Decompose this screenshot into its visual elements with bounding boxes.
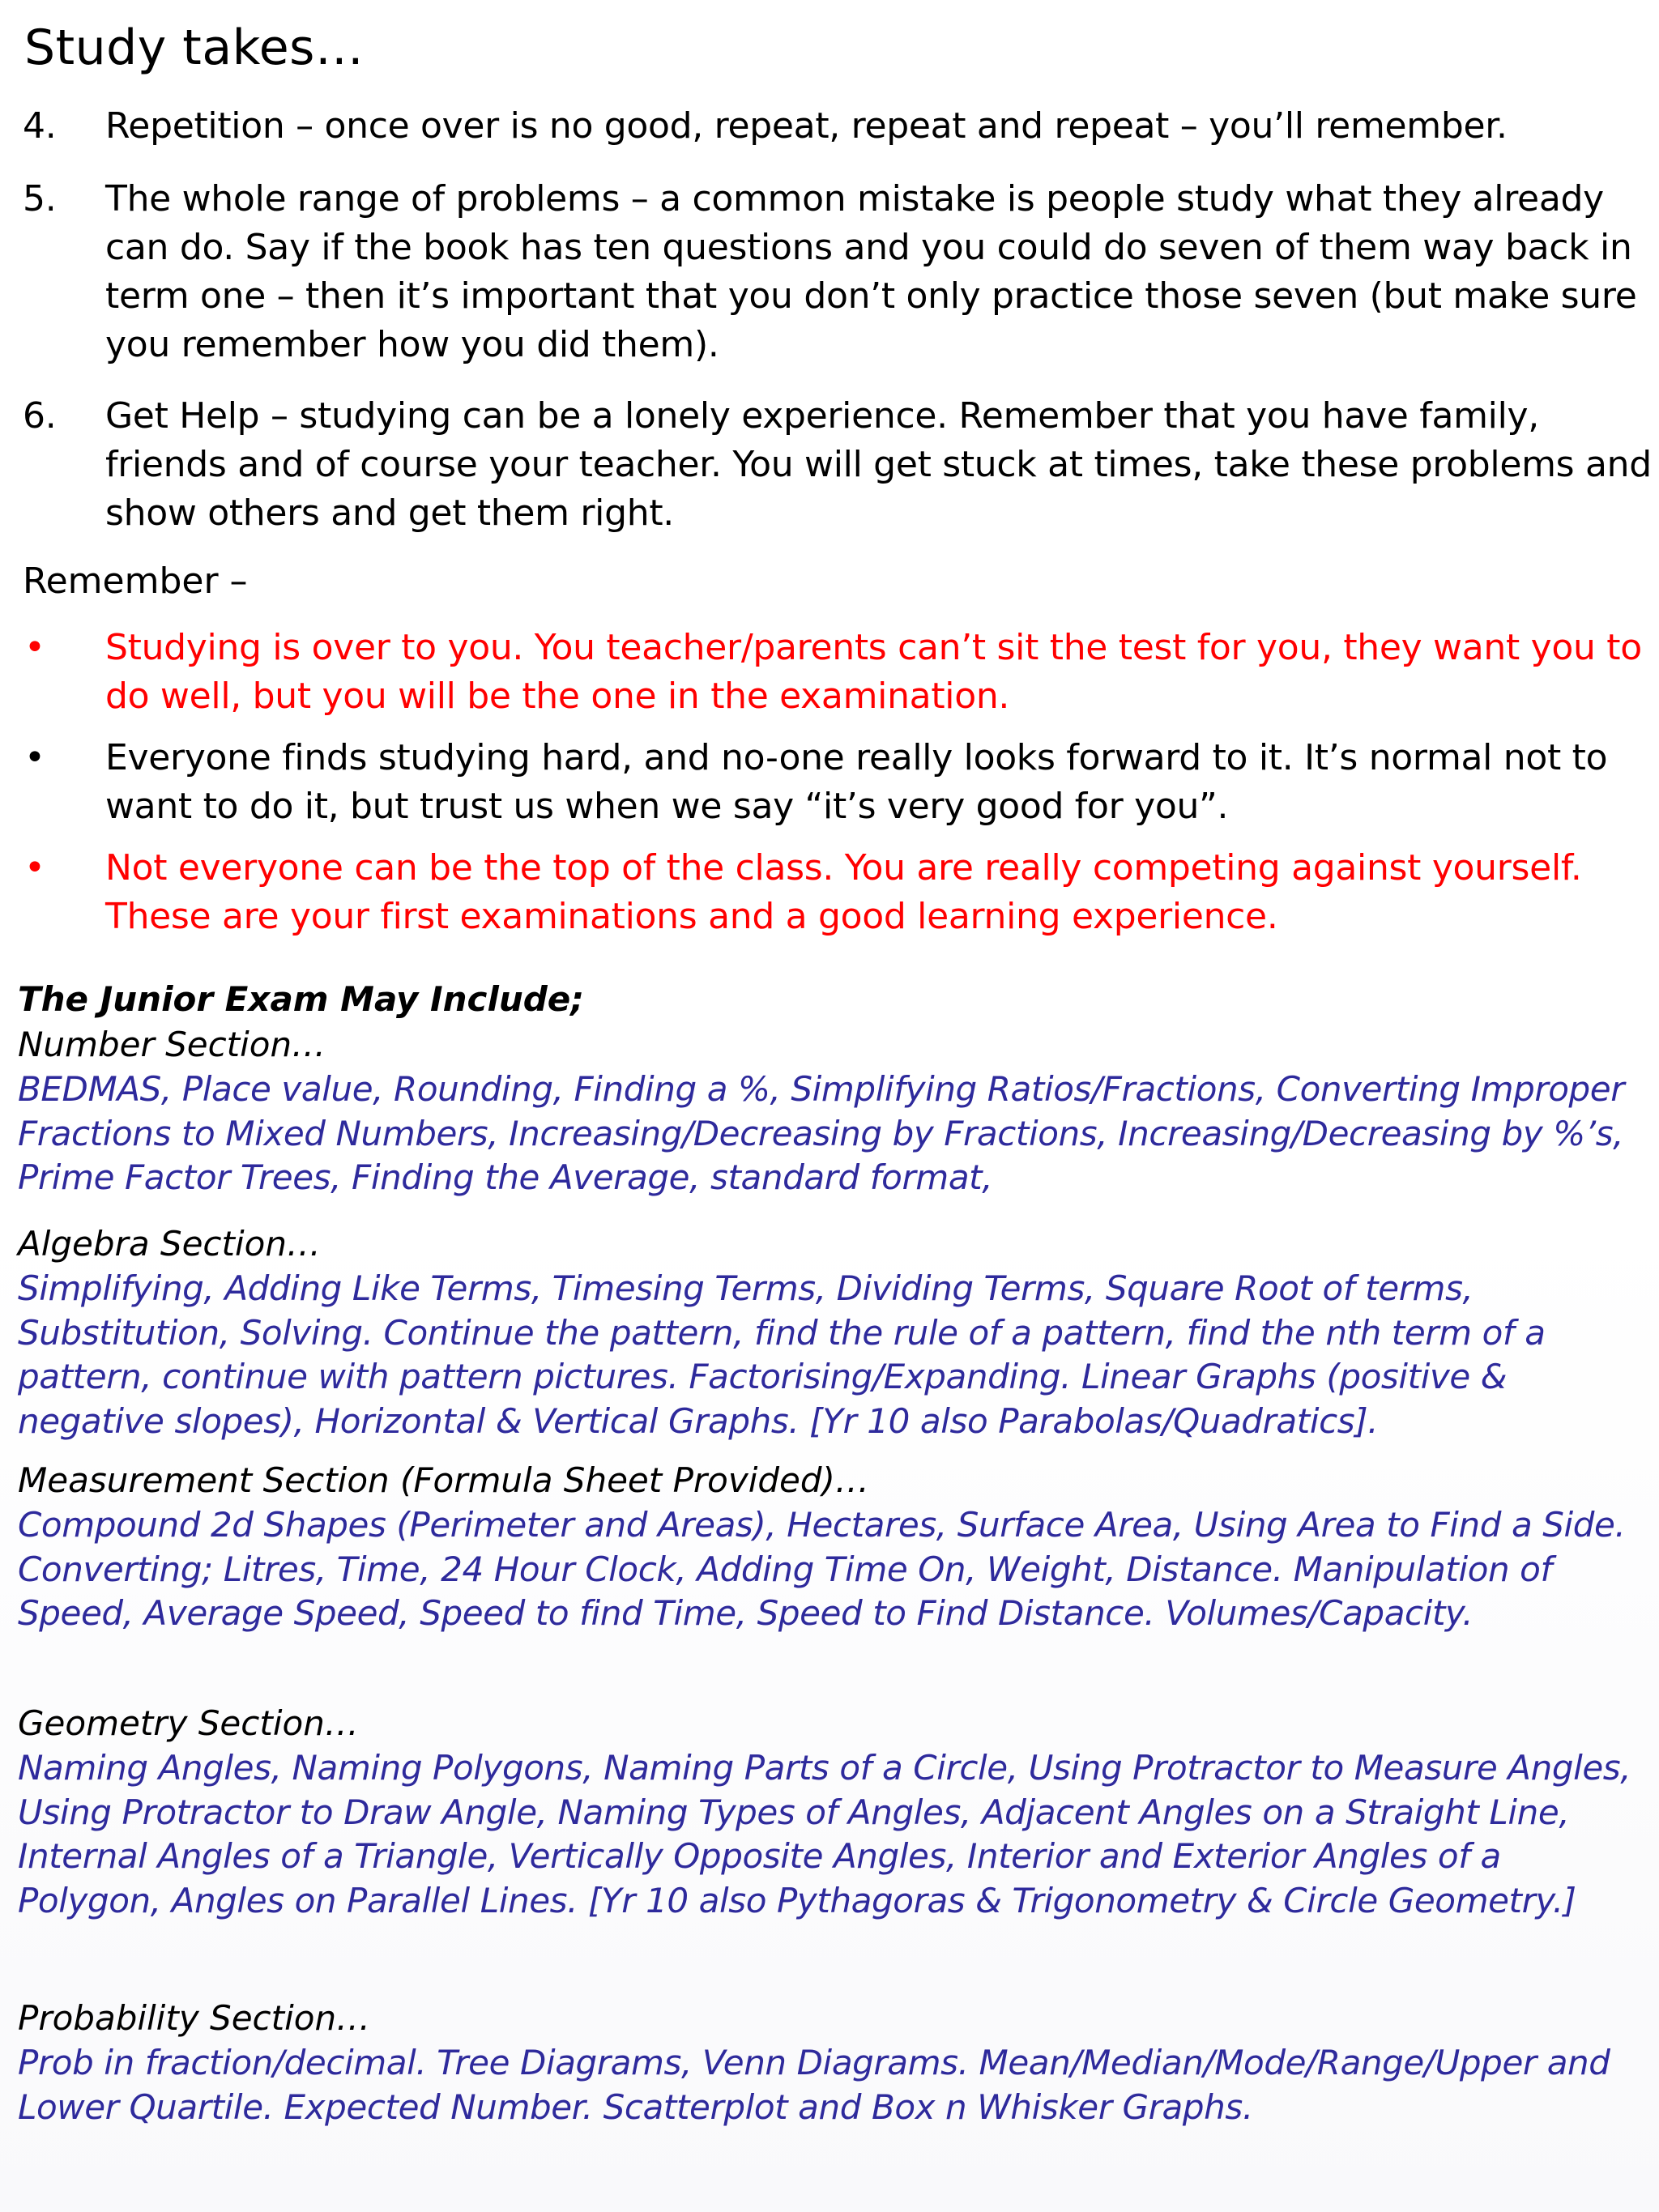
item-text: The whole range of problems – a common mistake is people study what they already can do. Say if the book has ten questions and you could do seven of them way back in term one – then it’s important that you don’t only practice those seven (but make sure you remember how you did them). — [105, 178, 1637, 365]
bullet-item — [0, 734, 1659, 831]
bullet-text: Studying is over to you. You teacher/parents can’t sit the test for you, they want you to do well, but you will be the one in the examination. — [105, 627, 1642, 717]
section-topics-geometry: Naming Angles, Naming Polygons, Naming Parts of a Circle, Using Protractor to Measure Angles, Using Protractor to Draw Angle, Naming Types of Angles, Adjacent Angles on a Straight Line, Internal Angles of a Triangle, Vertically Opposite Angles, Interior and Exterior Angles of a Polygon, Angles on Parallel Lines. [Yr 10 also Pythagoras & Trigonometry & Circle Geometry.] — [18, 1748, 1631, 1920]
item-number: 4. — [23, 105, 57, 147]
bullet-text: Everyone finds studying hard, and no-one really looks forward to it. It’s normal not to want to do it, but trust us when we say “it’s very good for you”. — [105, 737, 1608, 827]
section-topics-measurement: Compound 2d Shapes (Perimeter and Areas), Hectares, Surface Area, Using Area to Find a Side. Converting; Litres, Time, 24 Hour Clock, Adding Time On, Weight, Distance. Manipulation of Speed, Average Speed, Speed to find Time, Speed to Find Distance. Volumes/Capacity. — [18, 1505, 1626, 1633]
section-topics-probability: Prob in fraction/decimal. Tree Diagrams, Venn Diagrams. Mean/Median/Mode/Range/Upper and Lower Quartile. Expected Number. Scatterplot and Box n Whisker Graphs. — [18, 2043, 1610, 2127]
bullet-dot: • — [24, 847, 45, 889]
section-topics-number: BEDMAS, Place value, Rounding, Finding a %, Simplifying Ratios/Fractions, Converting Improper Fractions to Mixed Numbers, Increasing/Decreasing by Fractions, Increasing/Decreasing by %’s, Prime Factor Trees, Finding the Average, standard format, — [18, 1069, 1625, 1197]
section-topics-algebra: Simplifying, Adding Like Terms, Timesing Terms, Dividing Terms, Square Root of terms, Substitution, Solving. Continue the pattern, find the rule of a pattern, find the nth term of a pattern, continue with pattern pictures. Factorising/Expanding. Linear Graphs (positive & negative slopes), Horizontal & Vertical Graphs. [Yr 10 also Parabolas/Quadratics]. — [18, 1268, 1546, 1441]
bullet-item — [0, 844, 1659, 941]
list-item-4 — [0, 102, 1659, 156]
item-text: Get Help – studying can be a lonely experience. Remember that you have family, friends and of course your teacher. You will get stuck at times, take these problems and show others and get them right. — [105, 395, 1652, 534]
section-label-geometry: Geometry Section… — [18, 1703, 359, 1743]
exam-heading: The Junior Exam May Include; — [18, 979, 585, 1019]
section-label-algebra: Algebra Section… — [18, 1224, 321, 1264]
bullet-text: Not everyone can be the top of the class. You are really competing against yourself. These are your first examinations and a good learning experience. — [105, 847, 1582, 937]
bullet-dot: • — [24, 737, 45, 778]
bullet-dot: • — [24, 627, 45, 668]
section-label-number: Number Section… — [18, 1025, 326, 1064]
item-number: 6. — [23, 395, 57, 437]
item-text: Repetition – once over is no good, repeat, repeat and repeat – you’ll remember. — [105, 105, 1508, 147]
section-label-probability: Probability Section… — [18, 1998, 371, 2038]
page-title: Study takes… — [24, 19, 365, 76]
list-item-5 — [0, 175, 1659, 369]
list-item-6 — [0, 392, 1659, 538]
item-number: 5. — [23, 178, 57, 219]
remember-label: Remember – — [23, 560, 248, 602]
bullet-item — [0, 624, 1659, 721]
section-label-measurement: Measurement Section (Formula Sheet Provided)… — [18, 1460, 869, 1500]
